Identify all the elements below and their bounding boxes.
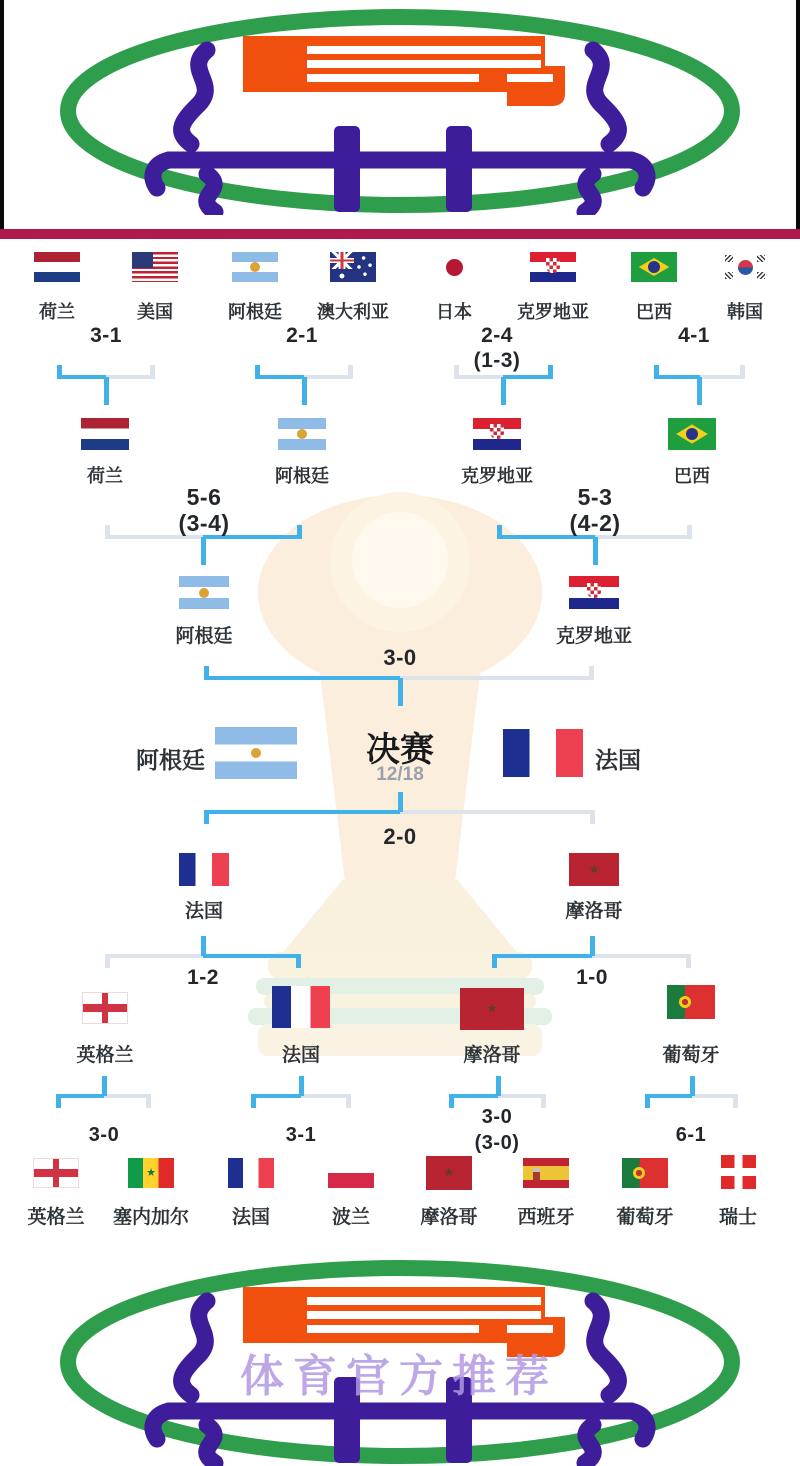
connector-tick [346,1096,351,1108]
team-label: 法国 [281,1045,321,1066]
connector-line [255,375,304,379]
match-score: 3-1 [285,1124,317,1146]
flag-argentina [232,252,278,282]
team-label: 法国 [231,1207,271,1228]
trophy-backdrop-ball-highlight [352,512,448,608]
flag-croatia [569,576,619,609]
connector-line [105,954,203,958]
match-score: 3-0 [383,645,417,670]
connector-line [645,1094,692,1098]
connector-tick [251,1096,256,1108]
connector-tick [146,1096,151,1108]
connector-stub [201,936,206,956]
flag-france [179,853,229,886]
match-score: 2-4 [481,324,513,347]
connector-line [251,1094,301,1098]
flag-spain [523,1158,569,1188]
connector-tick [548,365,553,377]
team-label: 阿根廷 [275,466,329,486]
connector-tick [449,1096,454,1108]
flag-france [228,1158,274,1188]
team-label: 克罗地亚 [517,302,589,322]
match-score: 1-0 [576,966,608,989]
match-score: 2-0 [383,824,417,849]
team-label: 波兰 [331,1207,371,1228]
flag-croatia [473,418,521,450]
connector-stub [690,1076,695,1096]
match-score: 2-1 [286,324,318,347]
frame-edge-right [796,0,800,239]
connector-drop [104,377,109,405]
connector-drop [201,537,206,565]
connector-stub [102,1076,107,1096]
team-label: 英格兰 [27,1207,85,1228]
match-score: 3-0 [481,1106,513,1128]
connector-line [449,1094,498,1098]
connector-tick [686,956,691,968]
team-label: 摩洛哥 [420,1207,478,1228]
team-label: 克罗地亚 [461,466,533,486]
team-label: 摩洛哥 [565,901,623,922]
team-label: 塞内加尔 [112,1207,190,1228]
final-team1-label: 阿根廷 [136,747,205,773]
connector-tick [645,1096,650,1108]
match-score: 6-1 [675,1124,707,1146]
connector-tick [297,525,302,537]
team-label: 美国 [137,302,173,322]
flag-morocco [569,853,619,886]
connector-tick [150,365,155,377]
flag-netherlands [34,252,80,282]
connector-tick [733,1096,738,1108]
frame-edge-left [0,0,4,239]
trophy-backdrop-flare [280,880,520,956]
connector-line [400,676,594,680]
team-label: 澳大利亚 [317,302,389,322]
match-score: 5-6 [186,484,222,510]
flag-south-korea [722,252,768,282]
flag-england [82,992,128,1024]
separator-bar [0,229,800,239]
flag-brazil [668,418,716,450]
connector-tick [541,1096,546,1108]
team-label: 克罗地亚 [555,626,633,647]
connector-line [301,1094,351,1098]
connector-line [204,810,400,814]
brand-logo [55,8,745,215]
flag-brazil [631,252,677,282]
connector-line [503,375,553,379]
connector-drop [593,537,598,565]
flag-croatia [530,252,576,282]
connector-line [106,375,155,379]
connector-line [492,954,592,958]
match-score: 3-0 [88,1124,120,1146]
team-label: 摩洛哥 [463,1045,521,1066]
match-score: 1-2 [187,966,219,989]
watermark-text: 体育官方推荐 [240,1352,558,1401]
flag-england [33,1158,79,1188]
match-score: 5-3 [577,484,613,510]
connector-tick [590,812,595,824]
flag-japan [431,252,477,282]
flag-argentina [215,727,297,779]
flag-poland [328,1158,374,1188]
connector-drop [501,377,506,405]
flag-netherlands [81,418,129,450]
flag-morocco [426,1156,472,1190]
connector-line [592,954,691,958]
connector-tick [589,666,594,678]
connector-stub [398,792,403,812]
connector-stub [590,936,595,956]
connector-line [400,810,595,814]
penalty-score: (4-2) [569,510,621,536]
team-label: 葡萄牙 [616,1207,674,1228]
team-label: 韩国 [727,302,763,322]
flag-argentina [179,576,229,609]
connector-tick [105,956,110,968]
penalty-score: (1-3) [473,349,521,372]
flag-switzerland [721,1155,756,1189]
connector-tick [492,956,497,968]
match-score: 3-1 [90,324,122,347]
connector-line [304,375,353,379]
team-label: 瑞士 [718,1207,758,1228]
connector-line [104,1094,151,1098]
connector-line [700,375,745,379]
connector-drop [398,678,403,706]
team-label: 巴西 [636,302,672,322]
connector-drop [302,377,307,405]
team-label: 阿根廷 [175,626,233,647]
connector-tick [56,1096,61,1108]
team-label: 荷兰 [39,302,75,322]
flag-france [503,729,583,777]
connector-line [498,1094,546,1098]
team-label: 荷兰 [87,466,123,486]
match-score: 4-1 [678,324,710,347]
team-label: 巴西 [674,466,710,486]
connector-drop [697,377,702,405]
connector-line [56,1094,104,1098]
penalty-score: (3-0) [474,1132,520,1154]
team-label: 英格兰 [76,1045,134,1066]
connector-stub [496,1076,501,1096]
connector-tick [204,812,209,824]
connector-line [57,375,106,379]
connector-line [654,375,700,379]
final-title: 决赛 [366,731,434,769]
connector-tick [348,365,353,377]
final-team2-label: 法国 [595,747,641,773]
team-label: 葡萄牙 [662,1045,720,1066]
final-date: 12/18 [376,764,424,785]
connector-line [454,375,503,379]
team-label: 西班牙 [517,1207,575,1228]
flag-usa [132,252,178,282]
team-label: 法国 [184,901,224,922]
team-label: 日本 [436,302,472,322]
flag-australia [330,252,376,282]
flag-portugal [667,985,715,1019]
connector-line [692,1094,738,1098]
flag-portugal [622,1158,668,1188]
flag-argentina [278,418,326,450]
flag-france [272,986,330,1028]
flag-senegal [128,1158,174,1188]
penalty-score: (3-4) [178,510,230,536]
connector-tick [687,525,692,537]
connector-tick [740,365,745,377]
team-label: 阿根廷 [228,302,282,322]
connector-line [204,676,400,680]
connector-stub [299,1076,304,1096]
flag-morocco [460,988,524,1030]
connector-line [203,954,301,958]
connector-tick [296,956,301,968]
